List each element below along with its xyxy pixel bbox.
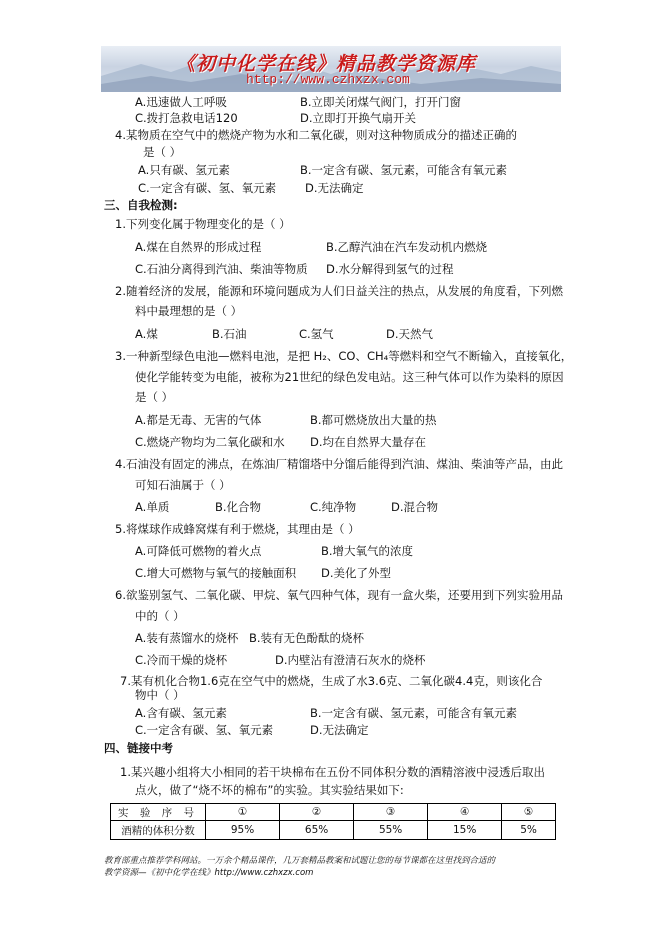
table-cell: 酒精的体积分数 xyxy=(111,821,206,840)
table-header-cell: 实 验 序 号 xyxy=(111,804,206,821)
question-text: 4.某物质在空气中的燃烧产物为水和二氧化碳，则对这种物质成分的描述正确的 xyxy=(115,128,517,142)
option-c: C.氢气 xyxy=(299,327,334,341)
option-b: B.一定含有碳、氢元素，可能含有氧元素 xyxy=(310,706,518,720)
option-a: A.煤在自然界的形成过程 xyxy=(135,240,262,254)
option-d: D.天然气 xyxy=(386,327,434,341)
table-header-cell: ② xyxy=(280,804,354,821)
table-header-cell: ① xyxy=(206,804,280,821)
question-text: 2.随着经济的发展，能源和环境问题成为人们日益关注的热点，从发展的角度看，下列燃 xyxy=(115,284,563,298)
question-text: 可知石油属于（ ） xyxy=(135,478,231,492)
question-text: 4.石油没有固定的沸点，在炼油厂精馏塔中分馏后能得到汽油、煤油、柴油等产品，由此 xyxy=(115,457,563,471)
option-b: B.立即关闭煤气阀门，打开门窗 xyxy=(300,95,462,109)
option-c: C.拨打急救电话120 xyxy=(135,111,238,125)
option-d: D.无法确定 xyxy=(310,723,369,737)
option-d: D.无法确定 xyxy=(305,181,364,195)
option-d: D.内壁沾有澄清石灰水的烧杯 xyxy=(275,653,426,667)
option-c: C.纯净物 xyxy=(310,500,357,514)
option-d: D.立即打开换气扇开关 xyxy=(300,111,417,125)
question-text: 1.下列变化属于物理变化的是（ ） xyxy=(115,217,291,231)
banner-title: 《初中化学在线》精品教学资源库 xyxy=(176,53,477,75)
question-text: 是（ ） xyxy=(135,390,174,404)
section-heading: 四、链接中考 xyxy=(104,741,173,755)
question-text: 1.某兴趣小组将大小相同的若干块棉布在五份不同体积分数的酒精溶液中浸透后取出 xyxy=(120,765,545,779)
option-a: A.可降低可燃物的着火点 xyxy=(135,544,262,558)
option-a: A.单质 xyxy=(135,500,170,514)
footer-line: 教育部重点推荐学科网站。一万余个精品课件，几万套精品教案和试题让您的每节课都在这里找到合适的 xyxy=(104,856,496,866)
table-cell: 65% xyxy=(280,821,354,840)
question-text: 料中最理想的是（ ） xyxy=(135,304,243,318)
option-d: D.混合物 xyxy=(391,500,439,514)
question-text: 使化学能转变为电能，被称为21世纪的绿色发电站。这三种气体可以作为染料的原因 xyxy=(135,370,564,384)
table-row xyxy=(111,821,556,840)
table-cell: 95% xyxy=(206,821,280,840)
question-text: 3.一种新型绿色电池—燃料电池，是把 H₂、CO、CH₄等燃料和空气不断输入，直接氧化， xyxy=(115,349,573,363)
option-b: B.都可燃烧放出大量的热 xyxy=(310,413,437,427)
option-b: B.乙醇汽油在汽车发动机内燃烧 xyxy=(326,240,488,254)
table-header-cell: ⑤ xyxy=(502,804,556,821)
option-c: C.增大可燃物与氧气的接触面积 xyxy=(135,566,297,580)
option-a: A.含有碳、氢元素 xyxy=(135,706,227,720)
table-cell: 15% xyxy=(428,821,502,840)
question-text: 5.将煤球作成蜂窝煤有利于燃烧，其理由是（ ） xyxy=(115,522,360,536)
table-cell: 55% xyxy=(354,821,428,840)
option-c: C.燃烧产物均为二氧化碳和水 xyxy=(135,435,285,449)
option-a: A.都是无毒、无害的气体 xyxy=(135,413,262,427)
table-row xyxy=(111,804,556,821)
option-a: A.煤 xyxy=(135,327,158,341)
question-text: 7.某有机化合物1.6克在空气中的燃烧，生成了水3.6克、二氧化碳4.4克，则该化合 xyxy=(120,674,543,688)
option-b: B.一定含有碳、氢元素，可能含有氧元素 xyxy=(300,163,508,177)
banner-url: http://www.czhxzx.com xyxy=(246,72,410,87)
option-d: D.美化了外型 xyxy=(321,566,392,580)
option-d: D.水分解得到氢气的过程 xyxy=(326,262,454,276)
question-text: 中的（ ） xyxy=(135,609,185,623)
option-d: D.均在自然界大量存在 xyxy=(310,435,427,449)
option-c: C.一定含有碳、氢、氧元素 xyxy=(138,181,277,195)
question-text: 点火，做了“烧不坏的棉布”的实验。其实验结果如下: xyxy=(135,783,404,797)
question-text: 物中（ ） xyxy=(135,688,185,702)
results-table xyxy=(110,803,556,840)
question-text: 6.欲鉴别氢气、二氧化碳、甲烷、氧气四种气体，现有一盒火柴，还要用到下列实验用品 xyxy=(115,588,563,602)
option-b: B.增大氧气的浓度 xyxy=(321,544,414,558)
option-b: B.化合物 xyxy=(215,500,262,514)
section-heading: 三、自我检测: xyxy=(104,198,178,212)
option-b: B.装有无色酚酞的烧杯 xyxy=(249,631,365,645)
option-a: A.迅速做人工呼吸 xyxy=(135,95,227,109)
question-text: 是（ ） xyxy=(143,145,182,159)
option-c: C.冷而干燥的烧杯 xyxy=(135,653,228,667)
header-banner xyxy=(101,46,561,92)
footer-line: 教学资源—《初中化学在线》http://www.czhxzx.com xyxy=(104,868,314,878)
table-header-cell: ③ xyxy=(354,804,428,821)
table-cell: 5% xyxy=(502,821,556,840)
option-c: C.石油分离得到汽油、柴油等物质 xyxy=(135,262,308,276)
table-header-cell: ④ xyxy=(428,804,502,821)
option-a: A.装有蒸馏水的烧杯 xyxy=(135,631,239,645)
option-a: A.只有碳、氢元素 xyxy=(138,163,230,177)
option-b: B.石油 xyxy=(212,327,247,341)
option-c: C.一定含有碳、氢、氧元素 xyxy=(135,723,274,737)
